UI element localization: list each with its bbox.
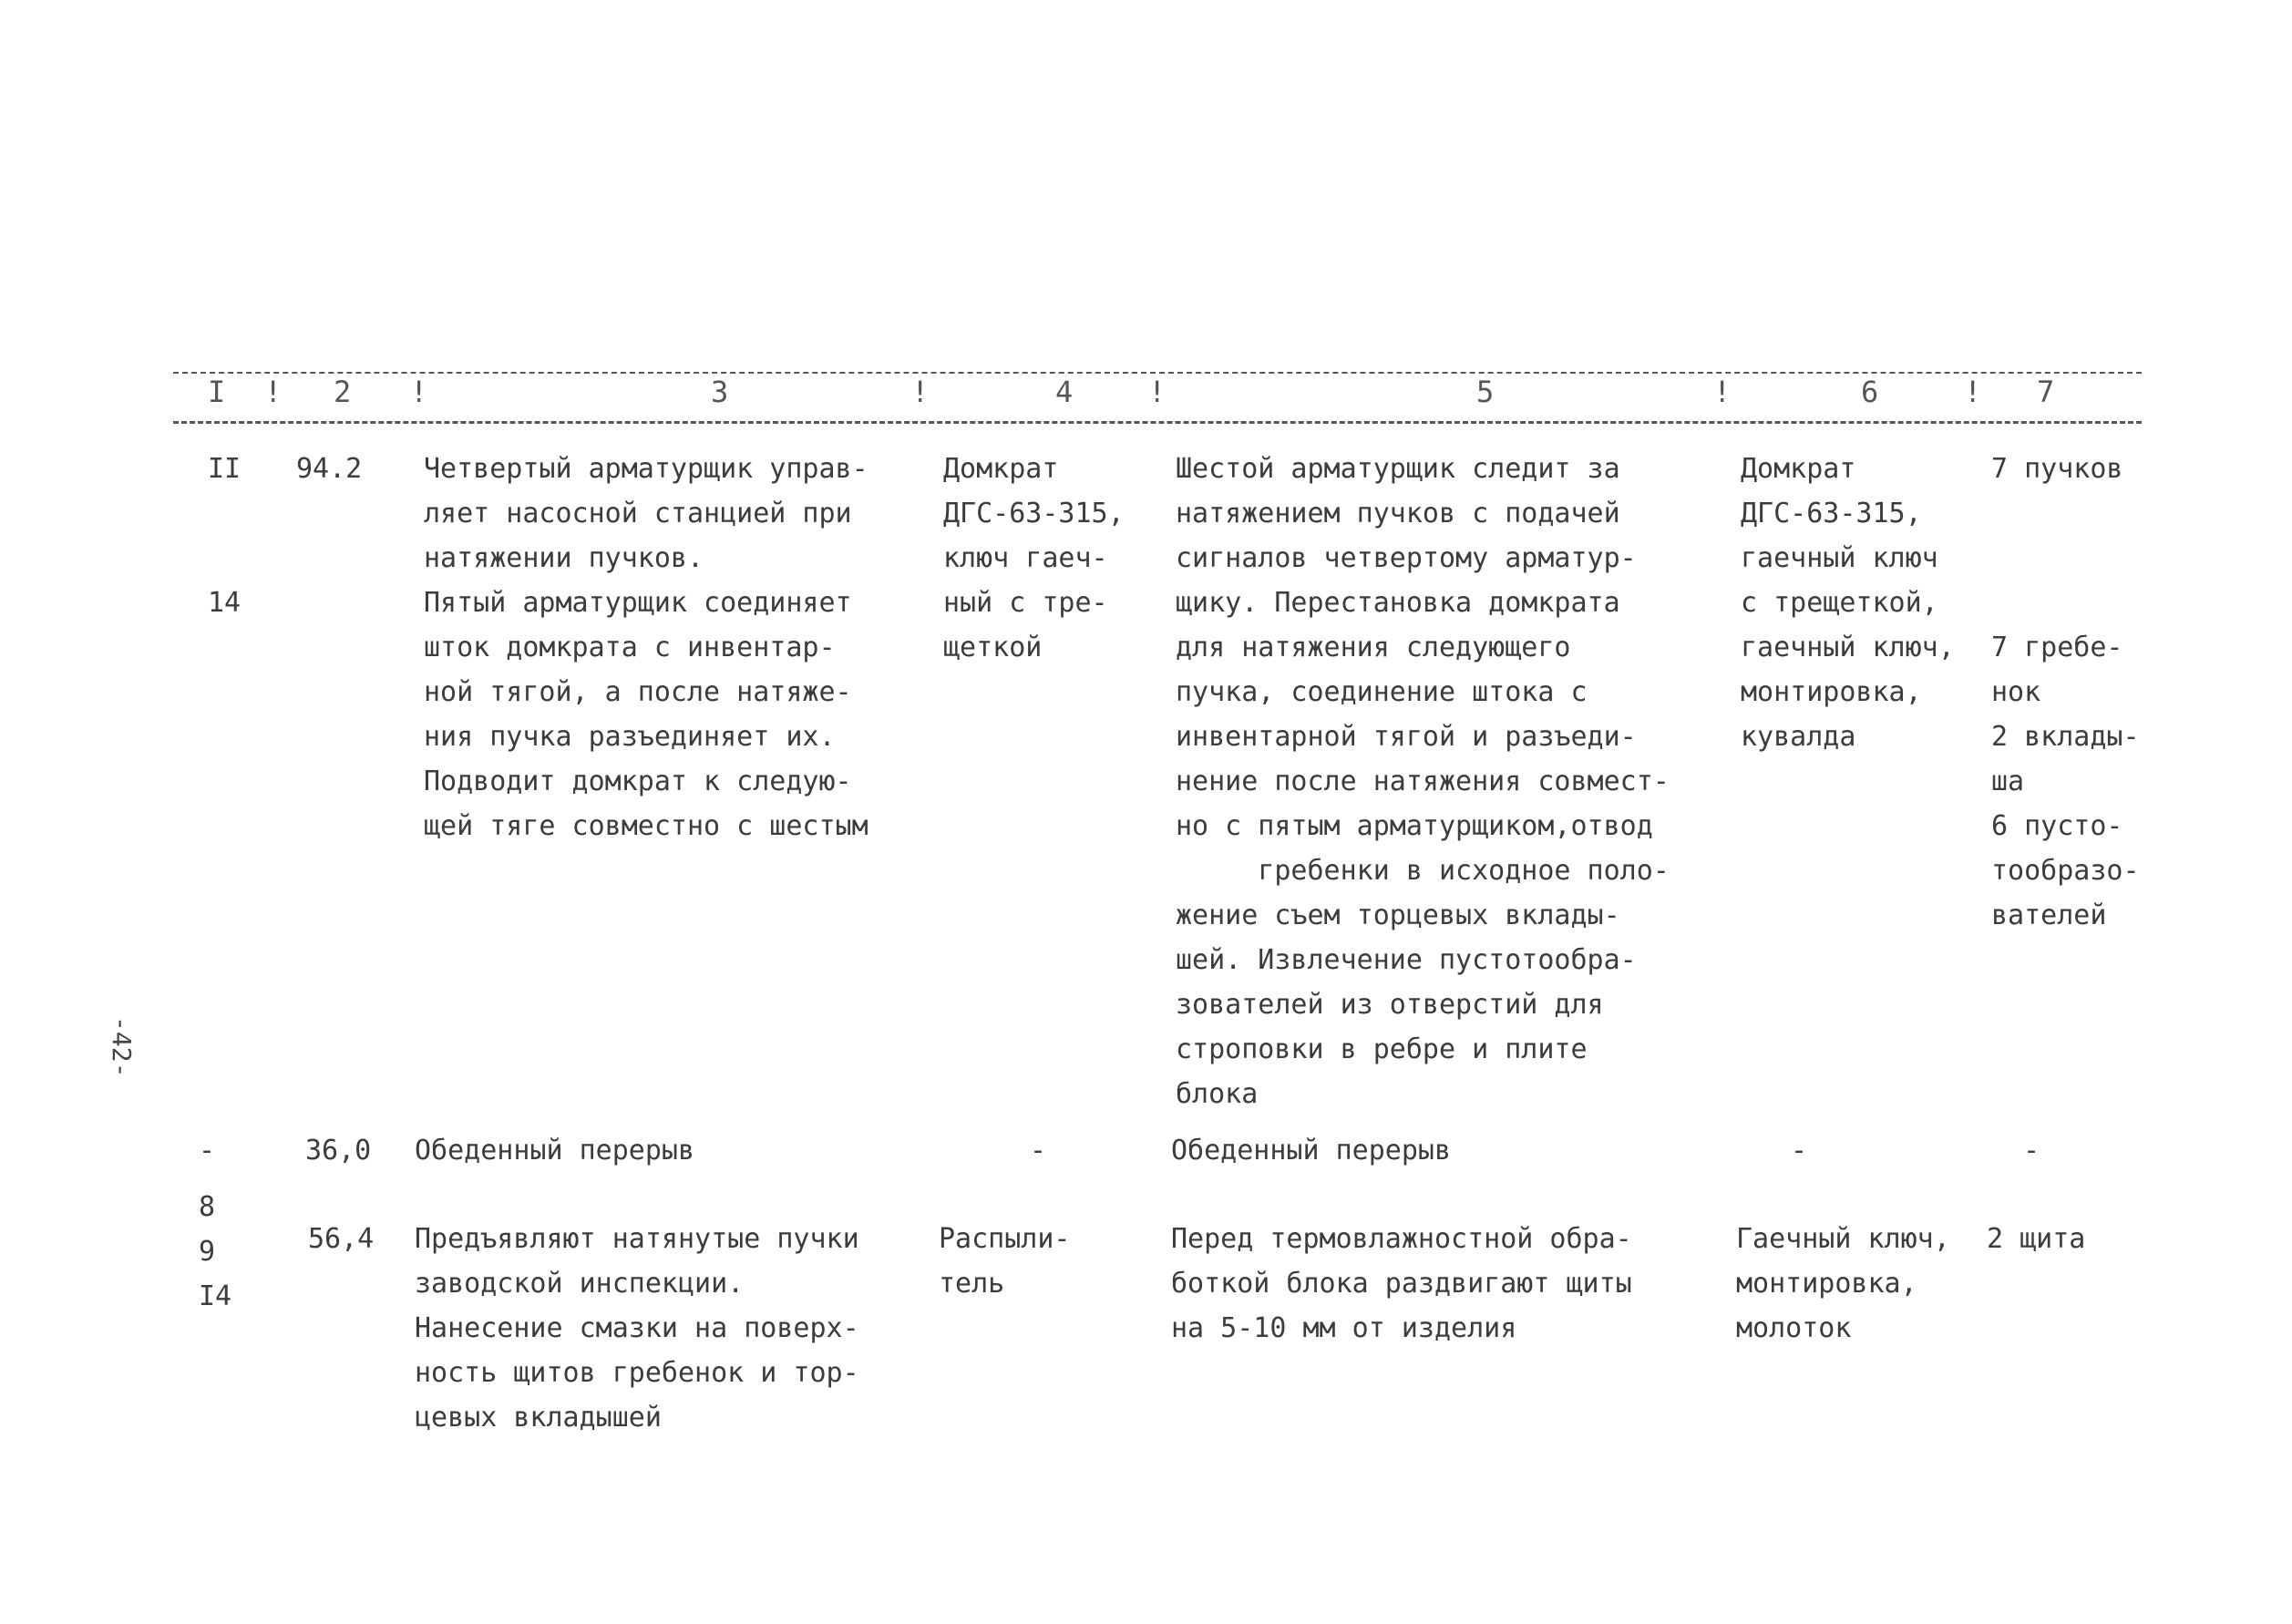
- row2-col2: 36,0: [305, 1135, 372, 1167]
- row3-col3: Предъявляют натянутые пучки заводской инспекции. Нанесение смазки на поверх- ность щитов гребенок и тор- цевых вкладышей: [415, 1223, 859, 1434]
- row2-col5: Обеденный перерыв: [1171, 1135, 1452, 1167]
- row1-col5: Шестой арматурщик следит за натяжением пучков с подачей сигналов четвертому арматур- щику. Перестановка домкрата для натяжения следующего пучка, соединение штока с инвентарной тягой и разъеди- нение после натяжения совмест- но с пятым арматурщиком,отвод гребенки в исходное поло- жение съем торцевых вклады- шей. Извлечение пустотообра- зователей из отверстий для строповки в ребре и плите блока: [1176, 453, 1670, 1110]
- row1-col4: Домкрат ДГС-63-315, ключ гаеч- ный с тре- щеткой: [943, 453, 1125, 663]
- row3-col2: 56,4: [308, 1223, 375, 1255]
- header-col-5: 5: [1476, 375, 1495, 409]
- row1-col6: Домкрат ДГС-63-315, гаечный ключ с трещеткой, гаечный ключ, монтировка, кувалда: [1741, 453, 1955, 753]
- header-bottom-rule: [173, 421, 2142, 424]
- header-separator: !: [1964, 375, 1982, 409]
- header-separator: !: [410, 375, 428, 409]
- header-separator: !: [1148, 375, 1167, 409]
- header-col-7: 7: [2037, 375, 2055, 409]
- row3-col4: Распыли- тель: [939, 1223, 1071, 1300]
- header-separator: !: [911, 375, 930, 409]
- row1-col3: Четвертый арматурщик управ- ляет насосной станцией при натяжении пучков. Пятый арматурщик соединяет шток домкрата с инвентар- ной тягой, а после натяже- ния пучка разъединяет их. Подводит домкрат к следую- щей тяге совместно с шестым: [424, 453, 868, 842]
- header-col-6: 6: [1861, 375, 1879, 409]
- row2-col6: -: [1791, 1135, 1808, 1167]
- row2-col1: -: [199, 1135, 216, 1167]
- row2-col7: -: [2023, 1135, 2040, 1167]
- header-col-2: 2: [334, 375, 352, 409]
- header-col-3: 3: [711, 375, 729, 409]
- header-separator: !: [1713, 375, 1732, 409]
- row3-col5: Перед термовлажностной обра- боткой блока раздвигают щиты на 5-10 мм от изделия: [1171, 1223, 1632, 1344]
- row1-col1: II 14: [208, 453, 242, 619]
- row3-col1: 8 9 I4: [199, 1191, 232, 1312]
- row1-col2: 94.2: [296, 453, 363, 485]
- header-col-1: I: [208, 375, 226, 409]
- row1-col7: 7 пучков 7 гребе- нок 2 вклады- ша 6 пусто- тообразо- вателей: [1991, 453, 2140, 931]
- row2-col3: Обеденный перерыв: [415, 1135, 695, 1167]
- header-col-4: 4: [1055, 375, 1074, 409]
- header-separator: !: [264, 375, 283, 409]
- row2-col4: -: [1030, 1135, 1047, 1167]
- page-number: -42-: [107, 1016, 137, 1078]
- row3-col6: Гаечный ключ, монтировка, молоток: [1736, 1223, 1950, 1344]
- row3-col7: 2 щита: [1987, 1223, 2086, 1255]
